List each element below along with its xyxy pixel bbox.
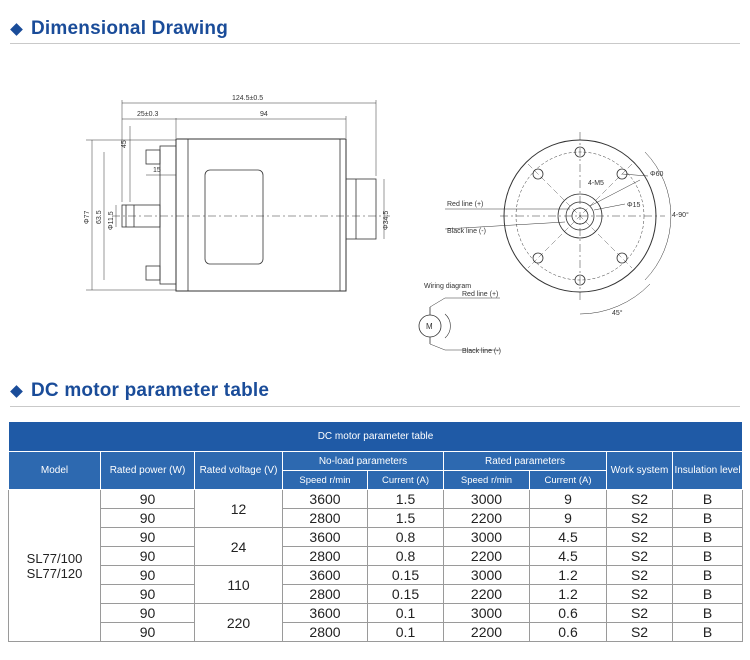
dim-shaft-diameter: Φ11.5 (108, 211, 115, 230)
col-rated-params: Rated parameters (444, 452, 607, 471)
nl-current-cell: 0.8 (368, 547, 444, 566)
col-r-current: Current (A) (530, 471, 607, 490)
dim-45: 45 (121, 140, 128, 148)
nl-speed-cell: 3600 (283, 490, 368, 509)
work-cell: S2 (607, 566, 673, 585)
r-speed-cell: 3000 (444, 528, 530, 547)
col-rated-power: Rated power (W) (101, 452, 195, 490)
col-model: Model (9, 452, 101, 490)
work-cell: S2 (607, 509, 673, 528)
nl-current-cell: 0.1 (368, 604, 444, 623)
nl-speed-cell: 2800 (283, 623, 368, 642)
dimensional-drawing-heading (12, 14, 228, 44)
r-current-cell: 1.2 (530, 585, 607, 604)
insulation-cell: B (673, 585, 743, 604)
power-cell: 90 (101, 566, 195, 585)
diamond-bullet-icon (10, 385, 23, 398)
table-row (9, 566, 743, 585)
wiring-title: Wiring diagram (424, 283, 472, 290)
work-cell: S2 (607, 623, 673, 642)
r-speed-cell: 2200 (444, 509, 530, 528)
dim-key-length: 15 (153, 167, 161, 174)
section-divider (10, 406, 740, 407)
voltage-cell: 12 (195, 490, 283, 528)
dim-shaft-length: 25±0.3 (137, 111, 159, 118)
col-insulation: Insulation level (673, 452, 743, 490)
r-current-cell: 9 (530, 509, 607, 528)
table-row (9, 585, 743, 604)
nl-speed-cell: 2800 (283, 509, 368, 528)
motor-symbol: M (426, 322, 433, 331)
dim-body-length: 94 (260, 111, 268, 118)
power-cell: 90 (101, 547, 195, 566)
table-caption: DC motor parameter table (9, 422, 743, 452)
section-title: Dimensional Drawing (31, 18, 229, 39)
nl-speed-cell: 3600 (283, 604, 368, 623)
model-line: SL77/120 (26, 565, 83, 581)
dim-overall-length: 124.5±0.5 (232, 95, 264, 102)
rotation-arrow-icon (445, 314, 450, 338)
nl-current-cell: 1.5 (368, 509, 444, 528)
voltage-cell: 110 (195, 566, 283, 604)
r-current-cell: 0.6 (530, 604, 607, 623)
front-view (445, 132, 671, 314)
nl-speed-cell: 3600 (283, 566, 368, 585)
power-cell: 90 (101, 509, 195, 528)
side-view (86, 100, 390, 291)
insulation-cell: B (673, 604, 743, 623)
nl-speed-cell: 3600 (283, 528, 368, 547)
power-cell: 90 (101, 604, 195, 623)
dim-4-90deg: 4-90° (672, 212, 689, 219)
table-row (9, 528, 743, 547)
nl-current-cell: 0.8 (368, 528, 444, 547)
nl-current-cell: 0.15 (368, 566, 444, 585)
table-row (9, 509, 743, 528)
voltage-cell: 24 (195, 528, 283, 566)
r-current-cell: 0.6 (530, 623, 607, 642)
dim-63-5: 63.5 (96, 210, 103, 224)
voltage-cell: 220 (195, 604, 283, 642)
dim-4-m5: 4-M5 (588, 180, 604, 187)
r-current-cell: 1.2 (530, 566, 607, 585)
insulation-cell: B (673, 547, 743, 566)
insulation-cell: B (673, 623, 743, 642)
r-speed-cell: 3000 (444, 566, 530, 585)
model-line: SL77/100 (26, 550, 83, 566)
parameter-table-heading (12, 376, 269, 406)
section-title: DC motor parameter table (31, 380, 270, 401)
model-cell (9, 490, 101, 642)
table-row (9, 623, 743, 642)
work-cell: S2 (607, 547, 673, 566)
insulation-cell: B (673, 566, 743, 585)
work-cell: S2 (607, 604, 673, 623)
r-speed-cell: 3000 (444, 490, 530, 509)
table-row (9, 490, 743, 509)
power-cell: 90 (101, 490, 195, 509)
red-line-label: Red line (+) (447, 201, 484, 208)
r-speed-cell: 2200 (444, 547, 530, 566)
nl-current-cell: 0.15 (368, 585, 444, 604)
dim-45deg: 45° (612, 310, 623, 317)
col-work-system: Work system (607, 452, 673, 490)
power-cell: 90 (101, 585, 195, 604)
col-nl-speed: Speed r/min (283, 471, 368, 490)
dim-rear-diameter: Φ34.5 (383, 210, 390, 230)
work-cell: S2 (607, 528, 673, 547)
col-nl-current: Current (A) (368, 471, 444, 490)
parameter-table (8, 421, 743, 642)
nl-speed-cell: 2800 (283, 547, 368, 566)
dimensional-drawing (0, 52, 750, 372)
table-row (9, 547, 743, 566)
nl-speed-cell: 2800 (283, 585, 368, 604)
diamond-bullet-icon (10, 23, 23, 36)
work-cell: S2 (607, 490, 673, 509)
col-no-load: No-load parameters (283, 452, 444, 471)
black-line-label: Black line (-) (447, 228, 486, 235)
col-rated-voltage: Rated voltage (V) (195, 452, 283, 490)
insulation-cell: B (673, 509, 743, 528)
power-cell: 90 (101, 623, 195, 642)
work-cell: S2 (607, 585, 673, 604)
insulation-cell: B (673, 490, 743, 509)
dim-d15: Φ15 (627, 202, 641, 209)
r-speed-cell: 2200 (444, 623, 530, 642)
dim-d60: Φ60 (650, 171, 664, 178)
r-current-cell: 4.5 (530, 547, 607, 566)
r-current-cell: 9 (530, 490, 607, 509)
nl-current-cell: 0.1 (368, 623, 444, 642)
table-row (9, 604, 743, 623)
r-current-cell: 4.5 (530, 528, 607, 547)
insulation-cell: B (673, 528, 743, 547)
section-divider (10, 43, 740, 44)
dim-d77: Φ77 (84, 210, 91, 224)
wiring-red-label: Red line (+) (462, 291, 499, 298)
nl-current-cell: 1.5 (368, 490, 444, 509)
r-speed-cell: 3000 (444, 604, 530, 623)
power-cell: 90 (101, 528, 195, 547)
r-speed-cell: 2200 (444, 585, 530, 604)
col-r-speed: Speed r/min (444, 471, 530, 490)
wiring-black-label: Black line (-) (462, 348, 501, 355)
